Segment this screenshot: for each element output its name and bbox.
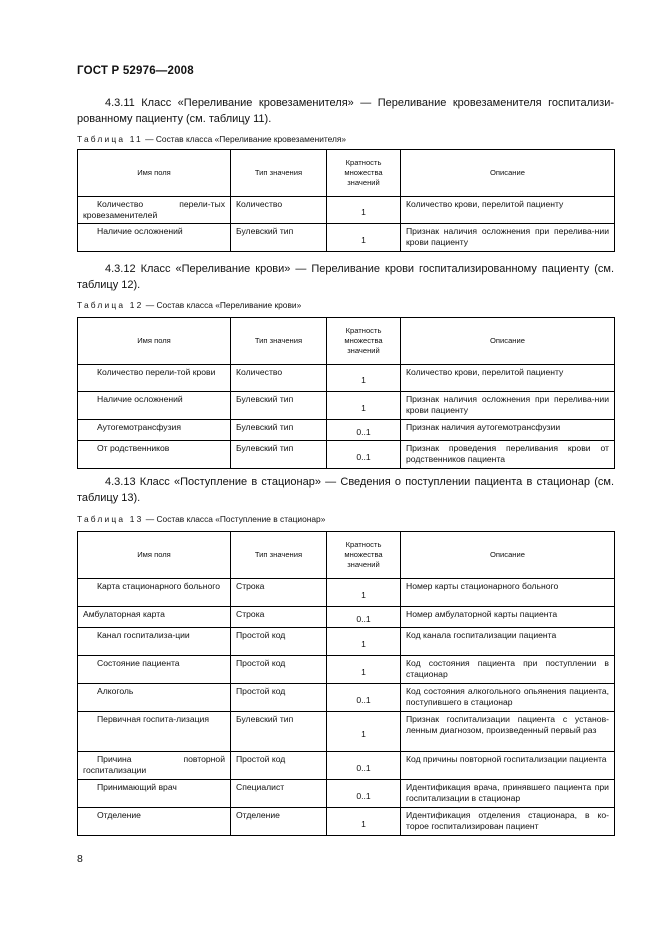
table-header-row [78, 532, 615, 579]
cell-multiplicity: 0..1 [327, 684, 401, 712]
table-caption-text: — Состав класса «Переливание кровезаменителя» [142, 134, 347, 144]
cell-field-name: Первичная госпита-лизация [78, 712, 231, 752]
cell-field-name: Количество перели-той крови [78, 365, 231, 392]
column-header-type: Тип значения [231, 150, 327, 197]
table-row [78, 712, 615, 752]
column-header-description: Описание [401, 318, 615, 365]
table-row [78, 579, 615, 607]
cell-description: Код состояния пациента при поступлении в стационар [401, 656, 615, 684]
cell-multiplicity: 1 [327, 224, 401, 252]
cell-value-type: Булевский тип [231, 441, 327, 469]
cell-multiplicity: 0..1 [327, 780, 401, 808]
table-row [78, 607, 615, 628]
cell-value-type: Количество [231, 365, 327, 392]
cell-value-type: Строка [231, 607, 327, 628]
table-13 [77, 531, 615, 836]
cell-multiplicity: 1 [327, 628, 401, 656]
cell-multiplicity: 1 [327, 656, 401, 684]
cell-multiplicity: 0..1 [327, 607, 401, 628]
cell-field-name: Канал госпитализа-ции [78, 628, 231, 656]
table-row [78, 441, 615, 469]
table-label: Таблица 12 [77, 300, 144, 310]
cell-description: Идентификация отделения стационара, в ко-торое госпитализирован пациент [401, 808, 615, 836]
column-header-field: Имя поля [78, 318, 231, 365]
table-caption-text: — Состав класса «Поступление в стационар» [143, 514, 326, 524]
table-row [78, 392, 615, 420]
page-number: 8 [77, 853, 83, 865]
cell-field-name: Наличие осложнений [78, 224, 231, 252]
table-row [78, 365, 615, 392]
table-row [78, 780, 615, 808]
cell-value-type: Простой код [231, 628, 327, 656]
cell-value-type: Количество [231, 197, 327, 224]
table-header-row [78, 318, 615, 365]
table-row [78, 808, 615, 836]
paragraph-text: 4.3.11 Класс «Переливание кровезаменителя» — Переливание кровезаменителя госпитализи-рованному пациенту (см. таблицу 11). [77, 97, 614, 125]
table-row [78, 628, 615, 656]
cell-field-name: Причина повторной госпитализации [78, 752, 231, 780]
cell-field-name: Наличие осложнений [78, 392, 231, 420]
table-row [78, 197, 615, 224]
cell-value-type: Булевский тип [231, 224, 327, 252]
table-row [78, 224, 615, 252]
cell-value-type: Булевский тип [231, 392, 327, 420]
paragraph-text: 4.3.13 Класс «Поступление в стационар» — Сведения о поступлении пациента в стационар (см. таблицу 13). [77, 476, 614, 504]
cell-multiplicity: 1 [327, 579, 401, 607]
cell-field-name: От родственников [78, 441, 231, 469]
section-4-3-11-text [77, 95, 614, 127]
table-11 [77, 149, 615, 252]
column-header-description: Описание [401, 532, 615, 579]
column-header-description: Описание [401, 150, 615, 197]
cell-multiplicity: 0..1 [327, 752, 401, 780]
table-row [78, 420, 615, 441]
table-label: Таблица 11 [77, 134, 143, 144]
cell-field-name: Количество перели-тых кровезаменителей [78, 197, 231, 224]
cell-value-type: Простой код [231, 752, 327, 780]
cell-multiplicity: 1 [327, 365, 401, 392]
cell-description: Признак наличия аутогемотрансфузии [401, 420, 615, 441]
table-row [78, 752, 615, 780]
table-label: Таблица 13 [77, 514, 144, 524]
cell-value-type: Булевский тип [231, 420, 327, 441]
cell-description: Количество крови, перелитой пациенту [401, 197, 615, 224]
table-header-row [78, 150, 615, 197]
table-12-caption [77, 300, 301, 310]
cell-description: Признак проведения переливания крови от родственников пациента [401, 441, 615, 469]
table-13-caption [77, 514, 325, 524]
standard-header: ГОСТ Р 52976—2008 [77, 65, 194, 77]
table-11-caption [77, 134, 346, 144]
cell-description: Код канала госпитализации пациента [401, 628, 615, 656]
cell-field-name: Отделение [78, 808, 231, 836]
paragraph-text: 4.3.12 Класс «Переливание крови» — Переливание крови госпитализированному пациенту (см. таблицу 12). [77, 263, 614, 291]
cell-description: Признак наличия осложнения при перелива-нии крови пациенту [401, 224, 615, 252]
column-header-type: Тип значения [231, 318, 327, 365]
cell-description: Признак наличия осложнения при перелива-нии крови пациенту [401, 392, 615, 420]
cell-multiplicity: 1 [327, 392, 401, 420]
cell-field-name: Состояние пациента [78, 656, 231, 684]
cell-field-name: Алкоголь [78, 684, 231, 712]
cell-description: Номер амбулаторной карты пациента [401, 607, 615, 628]
section-4-3-13-text [77, 474, 614, 506]
table-caption-text: — Состав класса «Переливание крови» [143, 300, 302, 310]
cell-value-type: Булевский тип [231, 712, 327, 752]
cell-multiplicity: 1 [327, 808, 401, 836]
cell-description: Номер карты стационарного больного [401, 579, 615, 607]
cell-value-type: Простой код [231, 656, 327, 684]
cell-field-name: Аутогемотрансфузия [78, 420, 231, 441]
column-header-multiplicity: Кратность множества значений [327, 318, 401, 365]
cell-description: Идентификация врача, принявшего пациента при госпитализации в стационар [401, 780, 615, 808]
column-header-type: Тип значения [231, 532, 327, 579]
cell-multiplicity: 0..1 [327, 441, 401, 469]
cell-multiplicity: 1 [327, 712, 401, 752]
cell-multiplicity: 0..1 [327, 420, 401, 441]
cell-field-name: Амбулаторная карта [78, 607, 231, 628]
cell-value-type: Отделение [231, 808, 327, 836]
column-header-multiplicity: Кратность множества значений [327, 532, 401, 579]
cell-multiplicity: 1 [327, 197, 401, 224]
cell-description: Код состояния алкогольного опьянения пациента, поступившего в стационар [401, 684, 615, 712]
cell-value-type: Простой код [231, 684, 327, 712]
table-12 [77, 317, 615, 469]
cell-value-type: Специалист [231, 780, 327, 808]
cell-description: Признак госпитализации пациента с установ-ленным диагнозом, произведенный первый раз [401, 712, 615, 752]
table-row [78, 684, 615, 712]
cell-value-type: Строка [231, 579, 327, 607]
cell-description: Количество крови, перелитой пациенту [401, 365, 615, 392]
table-row [78, 656, 615, 684]
column-header-multiplicity: Кратность множества значений [327, 150, 401, 197]
section-4-3-12-text [77, 261, 614, 293]
column-header-field: Имя поля [78, 532, 231, 579]
cell-field-name: Карта стационарного больного [78, 579, 231, 607]
column-header-field: Имя поля [78, 150, 231, 197]
cell-field-name: Принимающий врач [78, 780, 231, 808]
cell-description: Код причины повторной госпитализации пациента [401, 752, 615, 780]
